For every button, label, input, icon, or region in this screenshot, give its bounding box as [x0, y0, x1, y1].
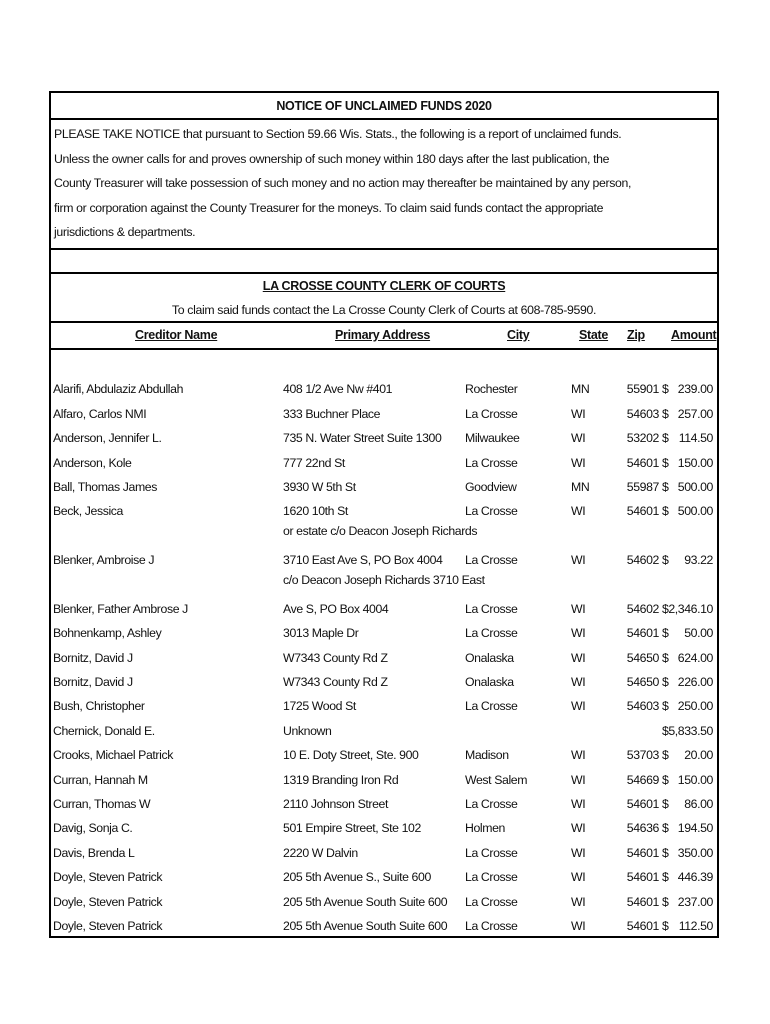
dollar-sign: $: [662, 479, 669, 494]
amount: 112.50: [678, 918, 713, 933]
notice-line: PLEASE TAKE NOTICE that pursuant to Section 59.66 Wis. Stats., the following is a report of unclaimed funds.: [54, 127, 622, 141]
unclaimed-funds-sheet: [49, 91, 719, 938]
dollar-sign: $: [662, 748, 669, 763]
city: Onalaska: [465, 675, 514, 690]
amount: 150.00: [677, 772, 713, 787]
table-row: [51, 399, 717, 423]
dollar-sign: $: [662, 845, 669, 860]
creditor-name: Bush, Christopher: [53, 699, 145, 714]
city: Holmen: [465, 821, 505, 836]
state: WI: [571, 821, 586, 836]
dollar-sign: $: [662, 699, 669, 714]
zip: 54601: [626, 845, 659, 860]
dollar-sign: $: [662, 431, 669, 446]
primary-address: 408 1/2 Ave Nw #401: [283, 382, 393, 397]
notice-body: [51, 120, 717, 250]
state: WI: [571, 748, 586, 763]
creditor-name: Curran, Hannah M: [53, 772, 148, 787]
creditor-name: Anderson, Jennifer L.: [53, 431, 162, 446]
primary-address: 501 Empire Street, Ste 102: [283, 821, 421, 836]
zip: 54636: [626, 821, 659, 836]
dollar-sign: $: [662, 772, 669, 787]
state: WI: [571, 455, 586, 470]
notice-line: jurisdictions & departments.: [54, 225, 196, 240]
city: Madison: [465, 748, 509, 763]
table-row: [51, 887, 717, 911]
creditor-table-body: [51, 375, 717, 936]
creditor-name: Alarifi, Abdulaziz Abdullah: [53, 382, 184, 397]
creditor-name: Anderson, Kole: [53, 455, 132, 470]
zip: 54650: [626, 675, 659, 690]
creditor-name: Doyle, Steven Patrick: [53, 870, 163, 885]
section-title: LA CROSSE COUNTY CLERK OF COURTS: [262, 279, 506, 294]
primary-address: 2110 Johnson Street: [283, 797, 388, 812]
notice-line: firm or corporation against the County Treasurer for the moneys. To claim said funds contact the appropriate: [54, 200, 604, 215]
city: La Crosse: [465, 797, 518, 812]
city: La Crosse: [465, 699, 518, 714]
creditor-name: Curran, Thomas W: [53, 797, 151, 812]
blank-row: [51, 350, 717, 375]
city: Goodview: [465, 479, 517, 494]
primary-address: 1620 10th St: [283, 504, 348, 519]
primary-address: W7343 County Rd Z: [283, 675, 388, 690]
state: MN: [571, 479, 590, 494]
amount: 114.50: [678, 431, 713, 446]
dollar-sign: $: [662, 870, 669, 885]
amount: 150.00: [677, 455, 713, 470]
dollar-sign: $: [662, 821, 669, 836]
amount: 50.00: [684, 626, 713, 641]
primary-address: 1725 Wood St: [283, 699, 356, 714]
zip: 54601: [626, 918, 659, 933]
zip: 55987: [626, 479, 659, 494]
city: La Crosse: [465, 406, 518, 421]
amount: 350.00: [677, 845, 713, 860]
zip: 54601: [626, 626, 659, 641]
city: La Crosse: [465, 870, 518, 885]
city: La Crosse: [465, 845, 518, 860]
primary-address: 10 E. Doty Street, Ste. 900: [283, 748, 419, 763]
table-row: [51, 863, 717, 887]
zip: 54601: [626, 894, 659, 909]
creditor-name: Davis, Brenda L: [53, 845, 135, 860]
primary-address: 1319 Branding Iron Rd: [283, 772, 399, 787]
zip: 55901: [626, 382, 659, 397]
table-row: [51, 790, 717, 814]
amount: 5,833.50: [668, 723, 713, 738]
table-row: [51, 912, 717, 936]
primary-address: 205 5th Avenue South Suite 600: [283, 894, 448, 909]
zip: 54669: [626, 772, 659, 787]
dollar-sign: $: [662, 601, 669, 616]
city: Rochester: [465, 382, 518, 397]
creditor-name: Chernick, Donald E.: [53, 723, 155, 738]
state: WI: [571, 675, 586, 690]
notice-title: NOTICE OF UNCLAIMED FUNDS 2020: [51, 93, 717, 120]
primary-address: 735 N. Water Street Suite 1300: [283, 431, 442, 446]
column-header-amount: Amount: [671, 327, 717, 342]
dollar-sign: $: [662, 504, 669, 519]
creditor-name: Blenker, Ambroise J: [53, 553, 155, 568]
table-row: [51, 668, 717, 692]
amount: 239.00: [677, 382, 713, 397]
primary-address-line2: 3710 East Ave S, PO Box 4004: [283, 553, 443, 568]
city: Onalaska: [465, 650, 514, 665]
dollar-sign: $: [662, 675, 669, 690]
amount: 226.00: [677, 675, 713, 690]
state: MN: [571, 382, 590, 397]
primary-address: 777 22nd St: [283, 455, 345, 470]
amount: 500.00: [677, 479, 713, 494]
column-header-row: [51, 321, 717, 350]
section-divider: [51, 250, 717, 274]
amount: 624.00: [677, 650, 713, 665]
state: WI: [571, 650, 586, 665]
amount: 194.50: [677, 821, 713, 836]
state: WI: [571, 845, 586, 860]
primary-address: or estate c/o Deacon Joseph Richards: [283, 524, 478, 539]
dollar-sign: $: [662, 553, 669, 568]
table-row: [51, 619, 717, 643]
amount: 20.00: [684, 748, 713, 763]
dollar-sign: $: [662, 455, 669, 470]
table-row: [51, 424, 717, 448]
city: La Crosse: [465, 894, 518, 909]
dollar-sign: $: [662, 382, 669, 397]
primary-address: 3013 Maple Dr: [283, 626, 359, 641]
primary-address: 2220 W Dalvin: [283, 845, 358, 860]
dollar-sign: $: [662, 626, 669, 641]
creditor-name: Blenker, Father Ambrose J: [53, 601, 188, 616]
amount: 2,346.10: [668, 601, 713, 616]
state: WI: [571, 699, 586, 714]
creditor-name: Bornitz, David J: [53, 675, 133, 690]
table-row: [51, 741, 717, 765]
primary-address: Unknown: [283, 723, 332, 738]
primary-address: c/o Deacon Joseph Richards 3710 East: [283, 573, 485, 588]
zip: 54601: [626, 504, 659, 519]
dollar-sign: $: [662, 650, 669, 665]
notice-line: Unless the owner calls for and proves ownership of such money within 180 days after the last publication, the: [54, 151, 610, 166]
table-row: [51, 473, 717, 497]
amount: 257.00: [677, 406, 713, 421]
dollar-sign: $: [662, 918, 669, 933]
table-row: [51, 643, 717, 667]
creditor-name: Bohnenkamp, Ashley: [53, 626, 162, 641]
table-row: [51, 497, 717, 521]
table-row: [51, 716, 717, 740]
city: La Crosse: [465, 626, 518, 641]
state: WI: [571, 553, 586, 568]
table-row: [51, 521, 717, 570]
column-header-city: City: [507, 327, 530, 342]
zip: 54602: [626, 553, 659, 568]
dollar-sign: $: [662, 406, 669, 421]
amount: 93.22: [684, 553, 713, 568]
primary-address: 333 Buchner Place: [283, 406, 381, 421]
table-row: [51, 765, 717, 789]
amount: 250.00: [677, 699, 713, 714]
zip: 54601: [626, 870, 659, 885]
table-row: [51, 448, 717, 472]
state: WI: [571, 894, 586, 909]
city: La Crosse: [465, 504, 518, 519]
state: WI: [571, 870, 586, 885]
amount: 86.00: [684, 797, 713, 812]
dollar-sign: $: [662, 797, 669, 812]
primary-address: W7343 County Rd Z: [283, 650, 388, 665]
column-header-zip: Zip: [627, 327, 645, 342]
state: WI: [571, 431, 586, 446]
dollar-sign: $: [662, 723, 669, 738]
state: WI: [571, 797, 586, 812]
creditor-name: Beck, Jessica: [53, 504, 123, 519]
table-row: [51, 838, 717, 862]
table-row: [51, 570, 717, 619]
primary-address: 3930 W 5th St: [283, 479, 356, 494]
amount: 446.39: [677, 870, 713, 885]
city: La Crosse: [465, 553, 518, 568]
amount: 237.00: [677, 894, 713, 909]
creditor-name: Alfaro, Carlos NMI: [53, 406, 147, 421]
zip: 54650: [626, 650, 659, 665]
creditor-name: Ball, Thomas James: [53, 479, 157, 494]
creditor-name: Crooks, Michael Patrick: [53, 748, 173, 763]
creditor-name: Bornitz, David J: [53, 650, 133, 665]
city: La Crosse: [465, 918, 518, 933]
zip: 54601: [626, 797, 659, 812]
city: La Crosse: [465, 601, 518, 616]
city: Milwaukee: [465, 431, 520, 446]
primary-address: 205 5th Avenue South Suite 600: [283, 918, 448, 933]
primary-address-line2: Ave S, PO Box 4004: [283, 601, 389, 616]
table-row: [51, 692, 717, 716]
creditor-name: Davig, Sonja C.: [53, 821, 133, 836]
zip: 53703: [626, 748, 659, 763]
table-row: [51, 814, 717, 838]
state: WI: [571, 406, 586, 421]
creditor-name: Doyle, Steven Patrick: [53, 918, 163, 933]
dollar-sign: $: [662, 894, 669, 909]
table-row: [51, 375, 717, 399]
state: WI: [571, 918, 586, 933]
creditor-name: Doyle, Steven Patrick: [53, 894, 163, 909]
zip: 53202: [626, 431, 659, 446]
state: WI: [571, 772, 586, 787]
amount: 500.00: [677, 504, 713, 519]
state: WI: [571, 626, 586, 641]
zip: 54603: [626, 699, 659, 714]
column-header-state: State: [579, 327, 609, 342]
state: WI: [571, 601, 586, 616]
zip: 54601: [626, 455, 659, 470]
city: West Salem: [465, 772, 528, 787]
city: La Crosse: [465, 455, 518, 470]
state: WI: [571, 504, 586, 519]
primary-address: 205 5th Avenue S., Suite 600: [283, 870, 431, 885]
zip: 54602: [626, 601, 659, 616]
column-header-address: Primary Address: [335, 327, 431, 342]
notice-line: County Treasurer will take possession of such money and no action may thereafter be maintained by any person,: [54, 176, 632, 191]
section-subtitle: To claim said funds contact the La Crosse County Clerk of Courts at 608-785-9590.: [171, 302, 597, 317]
zip: 54603: [626, 406, 659, 421]
column-header-name: Creditor Name: [135, 327, 218, 342]
